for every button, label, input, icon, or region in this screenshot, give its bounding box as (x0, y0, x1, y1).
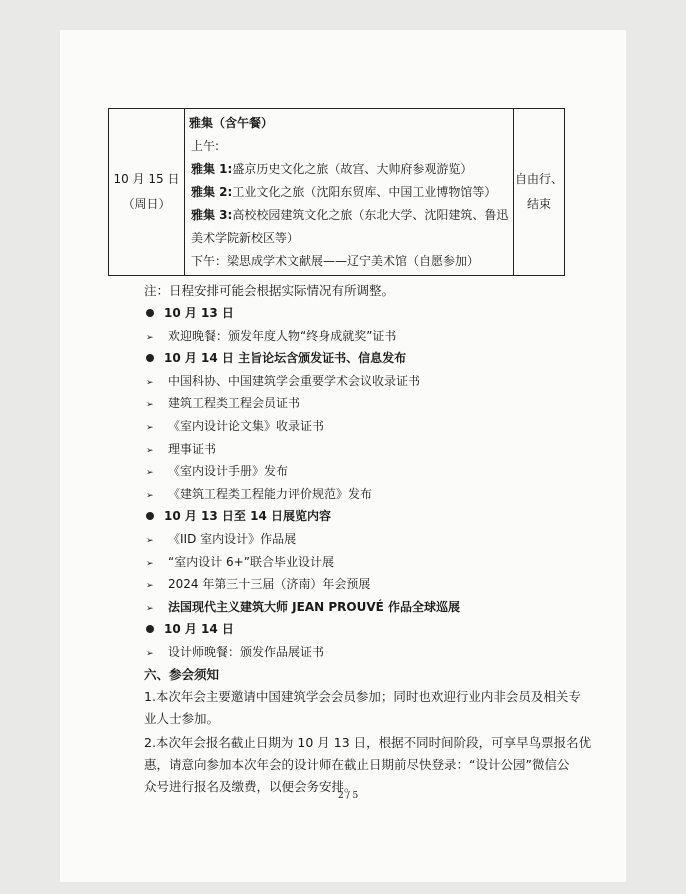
arrow-bullet-icon: ➢ (146, 445, 154, 456)
agenda-item (146, 415, 324, 437)
agenda-text: 《室内设计论文集》收录证书 (168, 419, 325, 433)
date-text: 10 月 15 日 (113, 172, 180, 186)
arrow-bullet-icon: ➢ (146, 558, 154, 569)
salon-1-text: 盛京历史文化之旅（故宫、大帅府参观游览） (232, 161, 473, 176)
paragraph-2-line-2: 惠，请意向参加本次年会的设计师在截止日期前尽快登录：“设计公园”微信公 (144, 757, 570, 772)
arrow-bullet-icon: ➢ (146, 603, 154, 614)
agenda-item (146, 325, 396, 347)
arrow-bullet-icon: ➢ (146, 423, 154, 433)
agenda-text: 10 月 13 日至 14 日展览内容 (164, 509, 331, 524)
agenda-heading (146, 302, 234, 324)
salon-2-text: 工业文化之旅（沈阳东贸库、中国工业博物馆等） (232, 184, 497, 199)
salon-2 (189, 181, 509, 204)
salon-3-cont: 美术学院新校区等） (191, 230, 300, 245)
agenda-heading (146, 347, 406, 369)
arrow-bullet-icon: ➢ (146, 490, 154, 501)
bullet-dot-icon (146, 309, 154, 317)
activity-title: 雅集（含午餐） (189, 115, 274, 130)
agenda-item (146, 438, 216, 460)
salon-1 (189, 158, 509, 181)
agenda-item (146, 483, 372, 505)
agenda-text: 《IID 室内设计》作品展 (168, 532, 297, 546)
date-cell (109, 109, 185, 276)
agenda-item (146, 596, 460, 618)
agenda-text: 法国现代主义建筑大师 JEAN PROUVÉ 作品全球巡展 (168, 599, 460, 614)
agenda-text: 2024 年第三十三届（济南）年会预展 (168, 577, 371, 592)
note-line-2: 结束 (526, 197, 551, 211)
agenda-item (146, 573, 370, 595)
arrow-bullet-icon: ➢ (146, 400, 154, 411)
salon-3-prefix: 雅集 3: (191, 207, 233, 222)
page-number: 2 / 5 (338, 791, 359, 801)
paragraph-1 (144, 686, 581, 730)
bullet-dot-icon (146, 512, 154, 520)
agenda-text: 10 月 14 日 (164, 622, 234, 637)
schedule-note: 注：日程安排可能会根据实际情况有所调整。 (144, 283, 395, 298)
arrow-bullet-icon: ➢ (146, 581, 154, 592)
agenda-text: 中国科协、中国建筑学会重要学术会议收录证书 (168, 373, 421, 388)
agenda-item (146, 392, 300, 414)
arrow-bullet-icon: ➢ (146, 377, 154, 388)
agenda-heading (146, 505, 331, 527)
arrow-bullet-icon: ➢ (146, 468, 154, 479)
arrow-bullet-icon: ➢ (146, 649, 154, 659)
morning-label: 上午: (191, 138, 220, 153)
weekday-text: （周日） (122, 197, 171, 211)
agenda-text: 设计师晚餐：颁发作品展证书 (168, 645, 325, 659)
agenda-text: 理事证书 (168, 441, 217, 456)
agenda-item (146, 528, 296, 550)
agenda-heading (146, 618, 234, 640)
paragraph-2-line-1: 2.本次年会报名截止日期为 10 月 13 日，根据不同时间阶段，可享早鸟票报名优 (144, 735, 592, 750)
salon-3-text: 高校校园建筑文化之旅（东北大学、沈阳建筑、鲁迅 (232, 207, 509, 222)
bullet-dot-icon (146, 354, 154, 362)
afternoon-text: 下午：梁思成学术文献展——辽宁美术馆（自愿参加） (191, 253, 480, 268)
arrow-bullet-icon: ➢ (146, 536, 154, 546)
note-cell (514, 109, 565, 276)
agenda-text: 建筑工程类工程会员证书 (168, 396, 301, 411)
agenda-text: 《建筑工程类工程能力评价规范》发布 (168, 486, 373, 501)
salon-1-prefix: 雅集 1: (191, 161, 233, 176)
salon-3 (189, 204, 509, 227)
paragraph-1-line-1: 1.本次年会主要邀请中国建筑学会会员参加；同时也欢迎行业内非会员及相关专 (144, 689, 581, 704)
salon-2-prefix: 雅集 2: (191, 184, 233, 199)
agenda-text: 《室内设计手册》发布 (168, 464, 289, 479)
section-title: 六、参会须知 (144, 667, 220, 682)
activity-cell (185, 109, 514, 276)
agenda-text: 10 月 14 日 主旨论坛含颁发证书、信息发布 (164, 351, 407, 366)
paragraph-2-line-3: 众号进行报名及缴费，以便会务安排。 (144, 779, 357, 794)
agenda-item (146, 641, 324, 663)
agenda-text: 10 月 13 日 (164, 306, 234, 320)
agenda-text: “室内设计 6+”联合毕业设计展 (168, 554, 334, 569)
agenda-item (146, 551, 334, 573)
note-line-1: 自由行、 (514, 172, 563, 186)
paragraph-2 (144, 732, 592, 798)
agenda-item (146, 460, 288, 482)
agenda-item (146, 370, 420, 392)
arrow-bullet-icon: ➢ (146, 332, 154, 343)
agenda-text: 欢迎晚餐：颁发年度人物“终身成就奖”证书 (168, 328, 397, 343)
bullet-dot-icon (146, 625, 154, 633)
paragraph-1-line-2: 业人士参加。 (144, 711, 220, 726)
schedule-table (108, 108, 565, 276)
